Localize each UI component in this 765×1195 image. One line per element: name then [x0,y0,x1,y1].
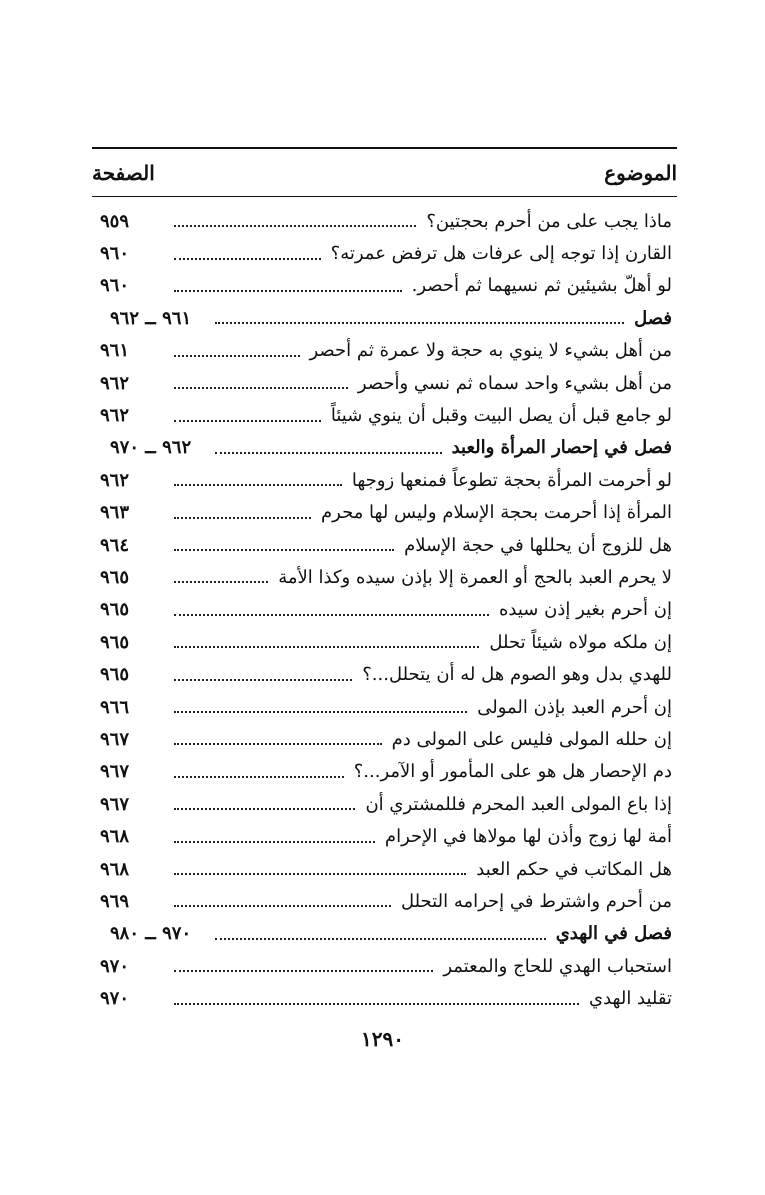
toc-entry-row [100,237,672,269]
entry-title: أمة لها زوج وأذن لها مولاها في الإحرام [384,826,672,848]
dot-leader [174,258,321,260]
toc-entry-row [100,464,672,496]
dot-leader [174,808,355,810]
table-header [92,156,677,190]
entry-title: إن أحرم العبد بإذن المولى [477,696,672,718]
entry-title: لو جامع قبل أن يصل البيت وقبل أن ينوي شيئاً [330,405,672,427]
entry-page-number: ٩٦٢ [100,405,130,427]
header-rule [92,196,677,197]
topic-column-label: الموضوع [604,161,677,185]
toc-entry-row [100,367,672,399]
toc-entry-row [100,270,672,302]
section-title: فصل في الهدي [555,923,672,945]
toc-entry-row [100,756,672,788]
entry-title: هل المكاتب في حكم العبد [476,858,672,880]
entry-title: القارن إذا توجه إلى عرفات هل ترفض عمرته؟ [330,243,672,265]
entry-title: ماذا يجب على من أحرم بحجتين؟ [426,210,672,232]
entry-page-number: ٩٦٢ [100,372,130,394]
dot-leader [215,322,624,324]
entry-page-number: ٩٦٥ [100,664,130,686]
section-page-range: ٩٦٢ ــ ٩٧٠ [110,437,192,459]
toc-entry-row [100,853,672,885]
dot-leader [174,841,375,843]
dot-leader [174,290,402,292]
toc-entry-row [100,723,672,755]
dot-leader [215,452,441,454]
entry-title: المرأة إذا أحرمت بحجة الإسلام وليس لها محرم [321,502,672,524]
toc-entry-row [100,335,672,367]
entry-title: لو أحرمت المرأة بحجة تطوعاً فمنعها زوجها [351,469,672,491]
entry-page-number: ٩٦٧ [100,761,130,783]
dot-leader [174,679,352,681]
entry-page-number: ٩٦٤ [100,534,130,556]
dot-leader [174,711,467,713]
page-column-label: الصفحة [92,161,155,185]
entry-title: إن حلله المولى فليس على المولى دم [391,728,672,750]
entry-title: دم الإحصار هل هو على المأمور أو الآمر...؟ [353,761,672,783]
dot-leader [174,905,391,907]
dot-leader [174,355,300,357]
entry-page-number: ٩٦٢ [100,469,130,491]
entry-page-number: ٩٥٩ [100,210,130,232]
toc-entry-row [100,497,672,529]
entry-page-number: ٩٦٨ [100,858,130,880]
dot-leader [174,614,489,616]
entry-title: من أحرم واشترط في إحرامه التحلل [400,890,672,912]
dot-leader [174,646,479,648]
toc-entry-row [100,529,672,561]
dot-leader [174,776,344,778]
entry-page-number: ٩٦٧ [100,728,130,750]
entry-page-number: ٩٦٥ [100,631,130,653]
dot-leader [174,517,311,519]
entry-title: إذا باع المولى العبد المحرم فللمشتري أن [365,793,672,815]
toc-entry-row [100,658,672,690]
toc-section-row [100,918,672,950]
entry-page-number: ٩٦١ [100,340,130,362]
entry-page-number: ٩٦٣ [100,502,130,524]
toc-section-row [100,432,672,464]
section-page-range: ٩٧٠ ــ ٩٨٠ [110,923,192,945]
toc-section-row [100,302,672,334]
table-of-contents [100,205,672,1015]
toc-entry-row [100,626,672,658]
entry-page-number: ٩٦٥ [100,599,130,621]
entry-title: إن ملكه مولاه شيئاً تحلل [489,631,672,653]
toc-entry-row [100,691,672,723]
toc-entry-row [100,950,672,982]
dot-leader [174,387,348,389]
toc-entry-row [100,788,672,820]
section-title: فصل [634,307,672,329]
dot-leader [174,484,342,486]
dot-leader [174,970,433,972]
dot-leader [174,743,382,745]
toc-entry-row [100,594,672,626]
toc-entry-row [100,820,672,852]
toc-entry-row [100,561,672,593]
entry-page-number: ٩٦٠ [100,243,130,265]
dot-leader [174,420,321,422]
dot-leader [174,581,268,583]
entry-title: استحباب الهدي للحاج والمعتمر [443,955,672,977]
entry-title: للهدي بدل وهو الصوم هل له أن يتحلل...؟ [362,664,672,686]
entry-page-number: ٩٦٩ [100,890,130,912]
entry-page-number: ٩٦٧ [100,793,130,815]
entry-page-number: ٩٧٠ [100,988,130,1010]
dot-leader [174,1003,579,1005]
entry-page-number: ٩٦٦ [100,696,130,718]
entry-title: هل للزوج أن يحللها في حجة الإسلام [404,534,672,556]
section-title: فصل في إحصار المرأة والعبد [451,437,672,459]
entry-title: تقليد الهدي [589,988,672,1010]
top-rule [92,147,677,149]
dot-leader [174,873,466,875]
entry-page-number: ٩٦٨ [100,826,130,848]
toc-entry-row [100,982,672,1014]
section-page-range: ٩٦١ ــ ٩٦٢ [110,307,192,329]
toc-entry-row [100,399,672,431]
entry-title: من أهل بشيء لا ينوي به حجة ولا عمرة ثم أحصر [309,340,672,362]
entry-title: لا يحرم العبد بالحج أو العمرة إلا بإذن سيده وكذا الأمة [278,566,672,588]
entry-title: إن أحرم بغير إذن سيده [499,599,672,621]
page-number: ١٢٩٠ [361,1027,404,1051]
dot-leader [174,549,394,551]
entry-title: لو أهلّ بشيئين ثم نسيهما ثم أحصر. [411,275,672,297]
entry-page-number: ٩٦٠ [100,275,130,297]
entry-page-number: ٩٦٥ [100,566,130,588]
toc-entry-row [100,205,672,237]
dot-leader [215,938,546,940]
dot-leader [174,225,416,227]
entry-page-number: ٩٧٠ [100,955,130,977]
toc-entry-row [100,885,672,917]
entry-title: من أهل بشيء واحد سماه ثم نسي وأحصر [357,372,672,394]
